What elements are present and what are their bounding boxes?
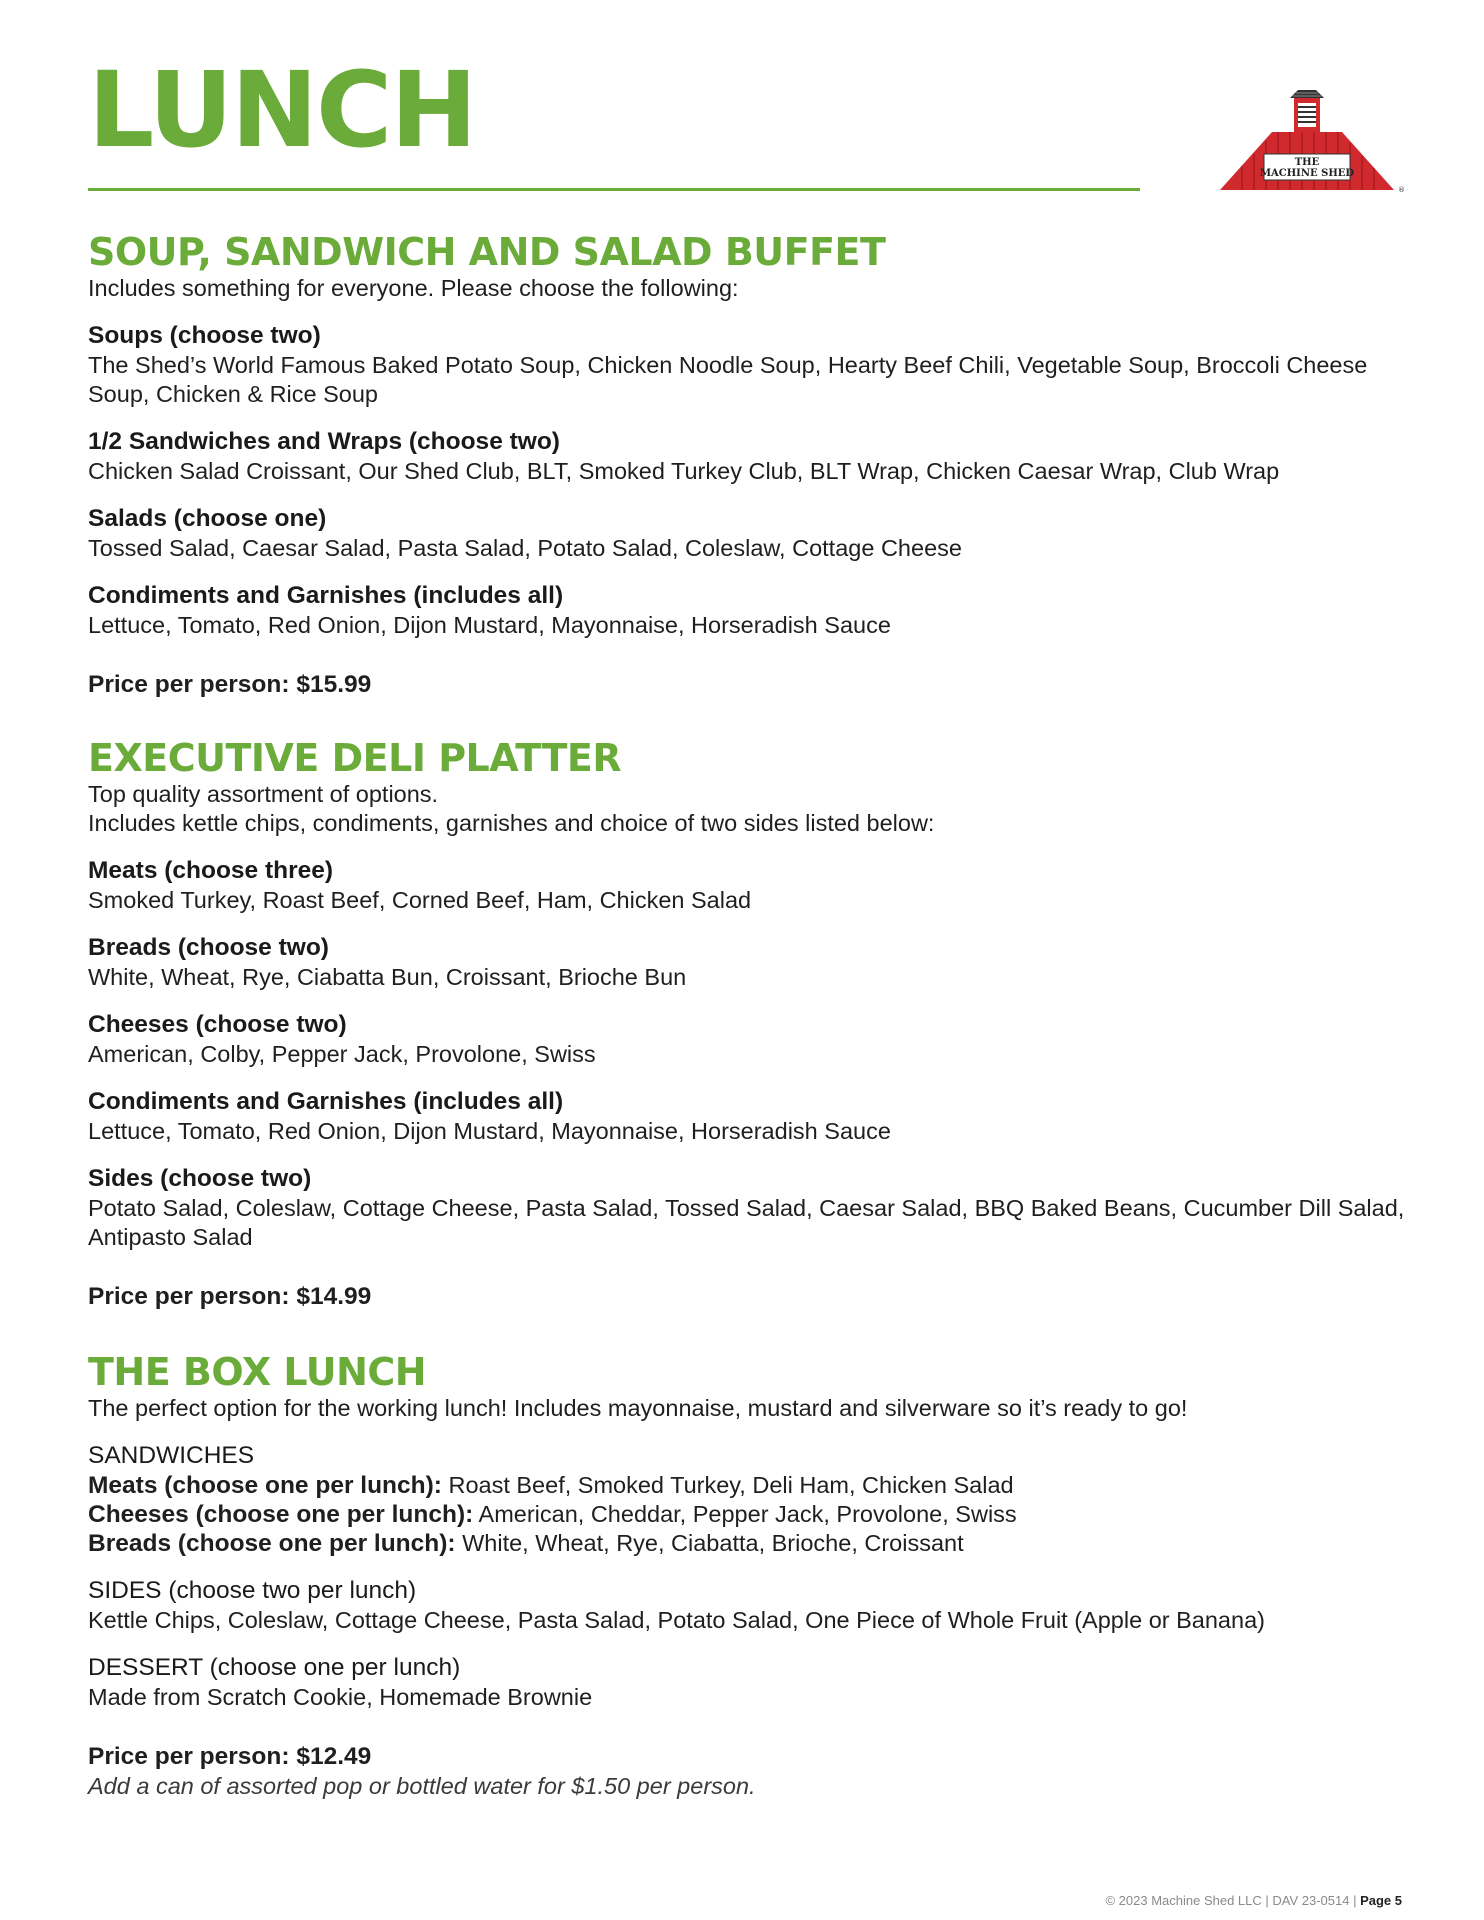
buffet-group-condiments — [88, 581, 1418, 640]
deli-heading: EXECUTIVE DELI PLATTER — [88, 736, 622, 780]
sandwich-line-breads — [88, 1529, 1418, 1558]
sides-heading: SIDES (choose two per lunch) — [88, 1577, 417, 1604]
group-title: Condiments and Garnishes (includes all) — [88, 582, 564, 609]
box-sides — [88, 1576, 1418, 1635]
deli-intro-line2: Includes kettle chips, condiments, garnishes and choice of two sides listed below: — [88, 810, 935, 836]
buffet-group-soups — [88, 321, 1418, 409]
sides-items: Kettle Chips, Coleslaw, Cottage Cheese, Pasta Salad, Potato Salad, One Piece of Whole Fruit (Apple or Banana) — [88, 1607, 1265, 1633]
group-items: Lettuce, Tomato, Red Onion, Dijon Mustard, Mayonnaise, Horseradish Sauce — [88, 612, 891, 638]
sandwich-line-meats — [88, 1471, 1418, 1500]
box-sandwiches — [88, 1441, 1418, 1558]
sandwich-line-cheeses — [88, 1500, 1418, 1529]
footer-copyright: © 2023 Machine Shed LLC | DAV 23-0514 | — [1105, 1893, 1357, 1908]
group-title: Soups (choose two) — [88, 322, 321, 349]
deli-group-condiments — [88, 1087, 1418, 1146]
group-items: The Shed’s World Famous Baked Potato Soup, Chicken Noodle Soup, Hearty Beef Chili, Vegetable Soup, Broccoli Cheese Soup, Chicken & Rice Soup — [88, 352, 1368, 407]
group-title: Cheeses (choose two) — [88, 1011, 347, 1038]
title-divider — [88, 188, 1140, 191]
buffet-intro: Includes something for everyone. Please choose the following: — [88, 275, 739, 301]
box-note: Add a can of assorted pop or bottled water for $1.50 per person. — [88, 1773, 756, 1799]
deli-group-meats — [88, 856, 1418, 915]
svg-text:®: ® — [1398, 186, 1405, 194]
buffet-price: Price per person: $15.99 — [88, 671, 372, 698]
group-items: Tossed Salad, Caesar Salad, Pasta Salad, Potato Salad, Coleslaw, Cottage Cheese — [88, 535, 962, 561]
buffet-heading: SOUP, SANDWICH AND SALAD BUFFET — [88, 230, 886, 274]
box-dessert — [88, 1653, 1418, 1712]
group-items: Chicken Salad Croissant, Our Shed Club, BLT, Smoked Turkey Club, BLT Wrap, Chicken Caesar Wrap, Club Wrap — [88, 458, 1280, 484]
svg-text:THE: THE — [1294, 157, 1320, 168]
deli-group-breads — [88, 933, 1418, 992]
group-title: Salads (choose one) — [88, 505, 327, 532]
line-items: American, Cheddar, Pepper Jack, Provolone, Swiss — [478, 1501, 1017, 1527]
group-title: Meats (choose three) — [88, 857, 334, 884]
svg-text:MACHINE SHED: MACHINE SHED — [1259, 168, 1355, 179]
machine-shed-logo — [1212, 86, 1404, 198]
line-items: White, Wheat, Rye, Ciabatta, Brioche, Croissant — [462, 1530, 964, 1556]
box-heading: THE BOX LUNCH — [88, 1350, 427, 1394]
group-title: 1/2 Sandwiches and Wraps (choose two) — [88, 428, 560, 455]
group-items: Smoked Turkey, Roast Beef, Corned Beef, Ham, Chicken Salad — [88, 887, 752, 913]
deli-group-cheeses — [88, 1010, 1418, 1069]
buffet-group-salads — [88, 504, 1418, 563]
dessert-heading: DESSERT (choose one per lunch) — [88, 1654, 461, 1681]
deli-group-sides — [88, 1164, 1418, 1252]
box-section — [88, 1350, 1418, 1801]
group-items: White, Wheat, Rye, Ciabatta Bun, Croissant, Brioche Bun — [88, 964, 687, 990]
line-label: Meats (choose one per lunch): — [88, 1472, 442, 1499]
buffet-section — [88, 230, 1418, 700]
line-label: Breads (choose one per lunch): — [88, 1530, 456, 1557]
box-price: Price per person: $12.49 — [88, 1743, 372, 1770]
group-items: Potato Salad, Coleslaw, Cottage Cheese, Pasta Salad, Tossed Salad, Caesar Salad, BBQ Baked Beans, Cucumber Dill Salad, Antipasto Salad — [88, 1195, 1405, 1250]
group-title: Sides (choose two) — [88, 1165, 312, 1192]
dessert-items: Made from Scratch Cookie, Homemade Brownie — [88, 1684, 593, 1710]
group-items: American, Colby, Pepper Jack, Provolone, Swiss — [88, 1041, 596, 1067]
deli-intro-line1: Top quality assortment of options. — [88, 781, 439, 807]
page-footer — [1105, 1893, 1402, 1908]
group-title: Condiments and Garnishes (includes all) — [88, 1088, 564, 1115]
buffet-group-sandwiches — [88, 427, 1418, 486]
page-number: Page 5 — [1360, 1893, 1402, 1908]
deli-price: Price per person: $14.99 — [88, 1283, 372, 1310]
group-items: Lettuce, Tomato, Red Onion, Dijon Mustard, Mayonnaise, Horseradish Sauce — [88, 1118, 891, 1144]
line-items: Roast Beef, Smoked Turkey, Deli Ham, Chicken Salad — [448, 1472, 1014, 1498]
deli-section — [88, 736, 1418, 1312]
line-label: Cheeses (choose one per lunch): — [88, 1501, 474, 1528]
box-intro: The perfect option for the working lunch! Includes mayonnaise, mustard and silverware so it’s ready to go! — [88, 1395, 1188, 1421]
sandwiches-heading: SANDWICHES — [88, 1442, 255, 1469]
page-title: LUNCH — [88, 49, 476, 171]
group-title: Breads (choose two) — [88, 934, 329, 961]
